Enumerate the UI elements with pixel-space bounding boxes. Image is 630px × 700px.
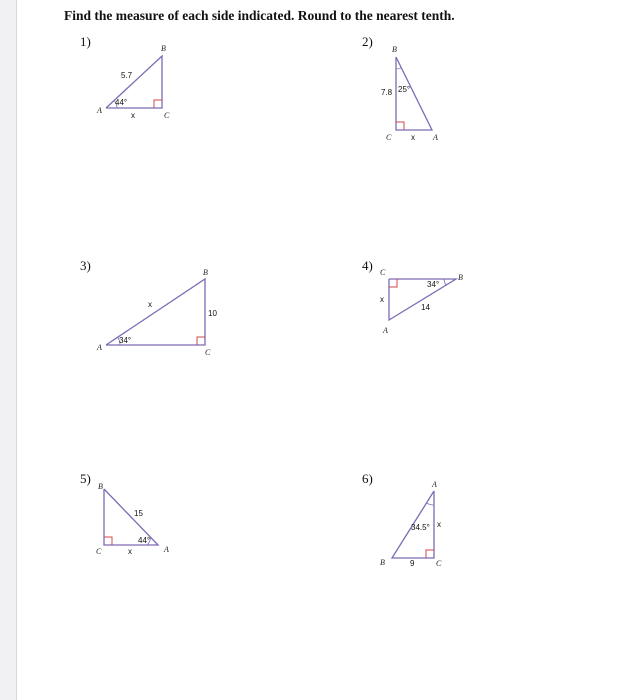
triangle-2-right-angle-mark [396,122,404,130]
problem-6-number: 6) [362,471,373,486]
triangle-4-vertex-a: A [383,326,388,335]
worksheet-instructions: Find the measure of each side indicated. Round to the nearest tenth. [64,8,455,23]
triangle-4-vertex-b: B [458,273,463,282]
triangle-6-unknown: x [437,520,441,529]
triangle-4-given-side: 14 [421,303,430,312]
triangle-2-vertex-a: A [433,133,438,142]
triangle-3-unknown: x [148,300,152,309]
triangle-2-angle: 25° [398,85,411,94]
triangle-2-vertex-b: B [392,45,397,54]
problem-4-number: 4) [362,258,373,273]
triangle-6-angle: 34.5° [411,523,430,532]
triangle-5-vertex-c: C [96,547,102,556]
problem-3-number: 3) [80,258,91,273]
triangle-4 [380,268,463,335]
problem-1-number: 1) [80,34,91,49]
triangle-5-vertex-b: B [98,482,103,491]
triangle-6-vertex-b: B [380,558,385,567]
triangle-4-angle-arc [444,279,446,285]
triangle-5-angle: 44° [138,536,151,545]
triangle-1-angle: 44° [115,98,128,107]
triangle-6-vertex-a: A [432,480,437,489]
triangle-1 [96,44,170,120]
triangle-3-vertex-b: B [203,268,208,277]
triangle-3-right-angle-mark [197,337,205,345]
triangle-2 [381,45,438,142]
triangle-1-vertex-b: B [161,44,166,53]
triangle-1-right-angle-mark [154,100,162,108]
triangle-2-angle-arc [396,68,401,69]
triangle-6-vertex-c: C [436,559,442,568]
triangle-6 [380,480,442,568]
triangle-1-vertex-a: A [97,106,102,115]
triangle-3-vertex-a: A [97,343,102,352]
triangle-2-unknown: x [411,133,415,142]
triangle-5-vertex-a: A [164,545,169,554]
triangle-6-right-angle-mark [426,550,434,558]
triangle-1-given-side: 5.7 [121,71,133,80]
triangle-4-right-angle-mark [389,279,397,287]
triangle-4-sides [389,279,456,320]
triangle-1-vertex-c: C [164,111,170,120]
triangle-5-unknown: x [128,547,132,556]
triangle-6-angle-arc [427,503,435,505]
triangle-2-given-side: 7.8 [381,88,393,97]
triangle-4-vertex-c: C [380,268,386,277]
triangle-4-unknown: x [380,295,384,304]
triangle-2-vertex-c: C [386,133,392,142]
problem-5-number: 5) [80,471,91,486]
triangle-3-vertex-c: C [205,348,211,357]
problem-2-number: 2) [362,34,373,49]
triangle-5 [96,482,169,556]
triangle-4-angle: 34° [427,280,440,289]
triangle-3-angle: 34° [119,336,132,345]
triangle-6-given-side: 9 [410,559,415,568]
triangle-5-given-side: 15 [134,509,143,518]
triangle-3 [96,268,217,357]
triangle-1-unknown: x [131,111,135,120]
triangle-3-given-side: 10 [208,309,217,318]
triangle-5-right-angle-mark [104,537,112,545]
